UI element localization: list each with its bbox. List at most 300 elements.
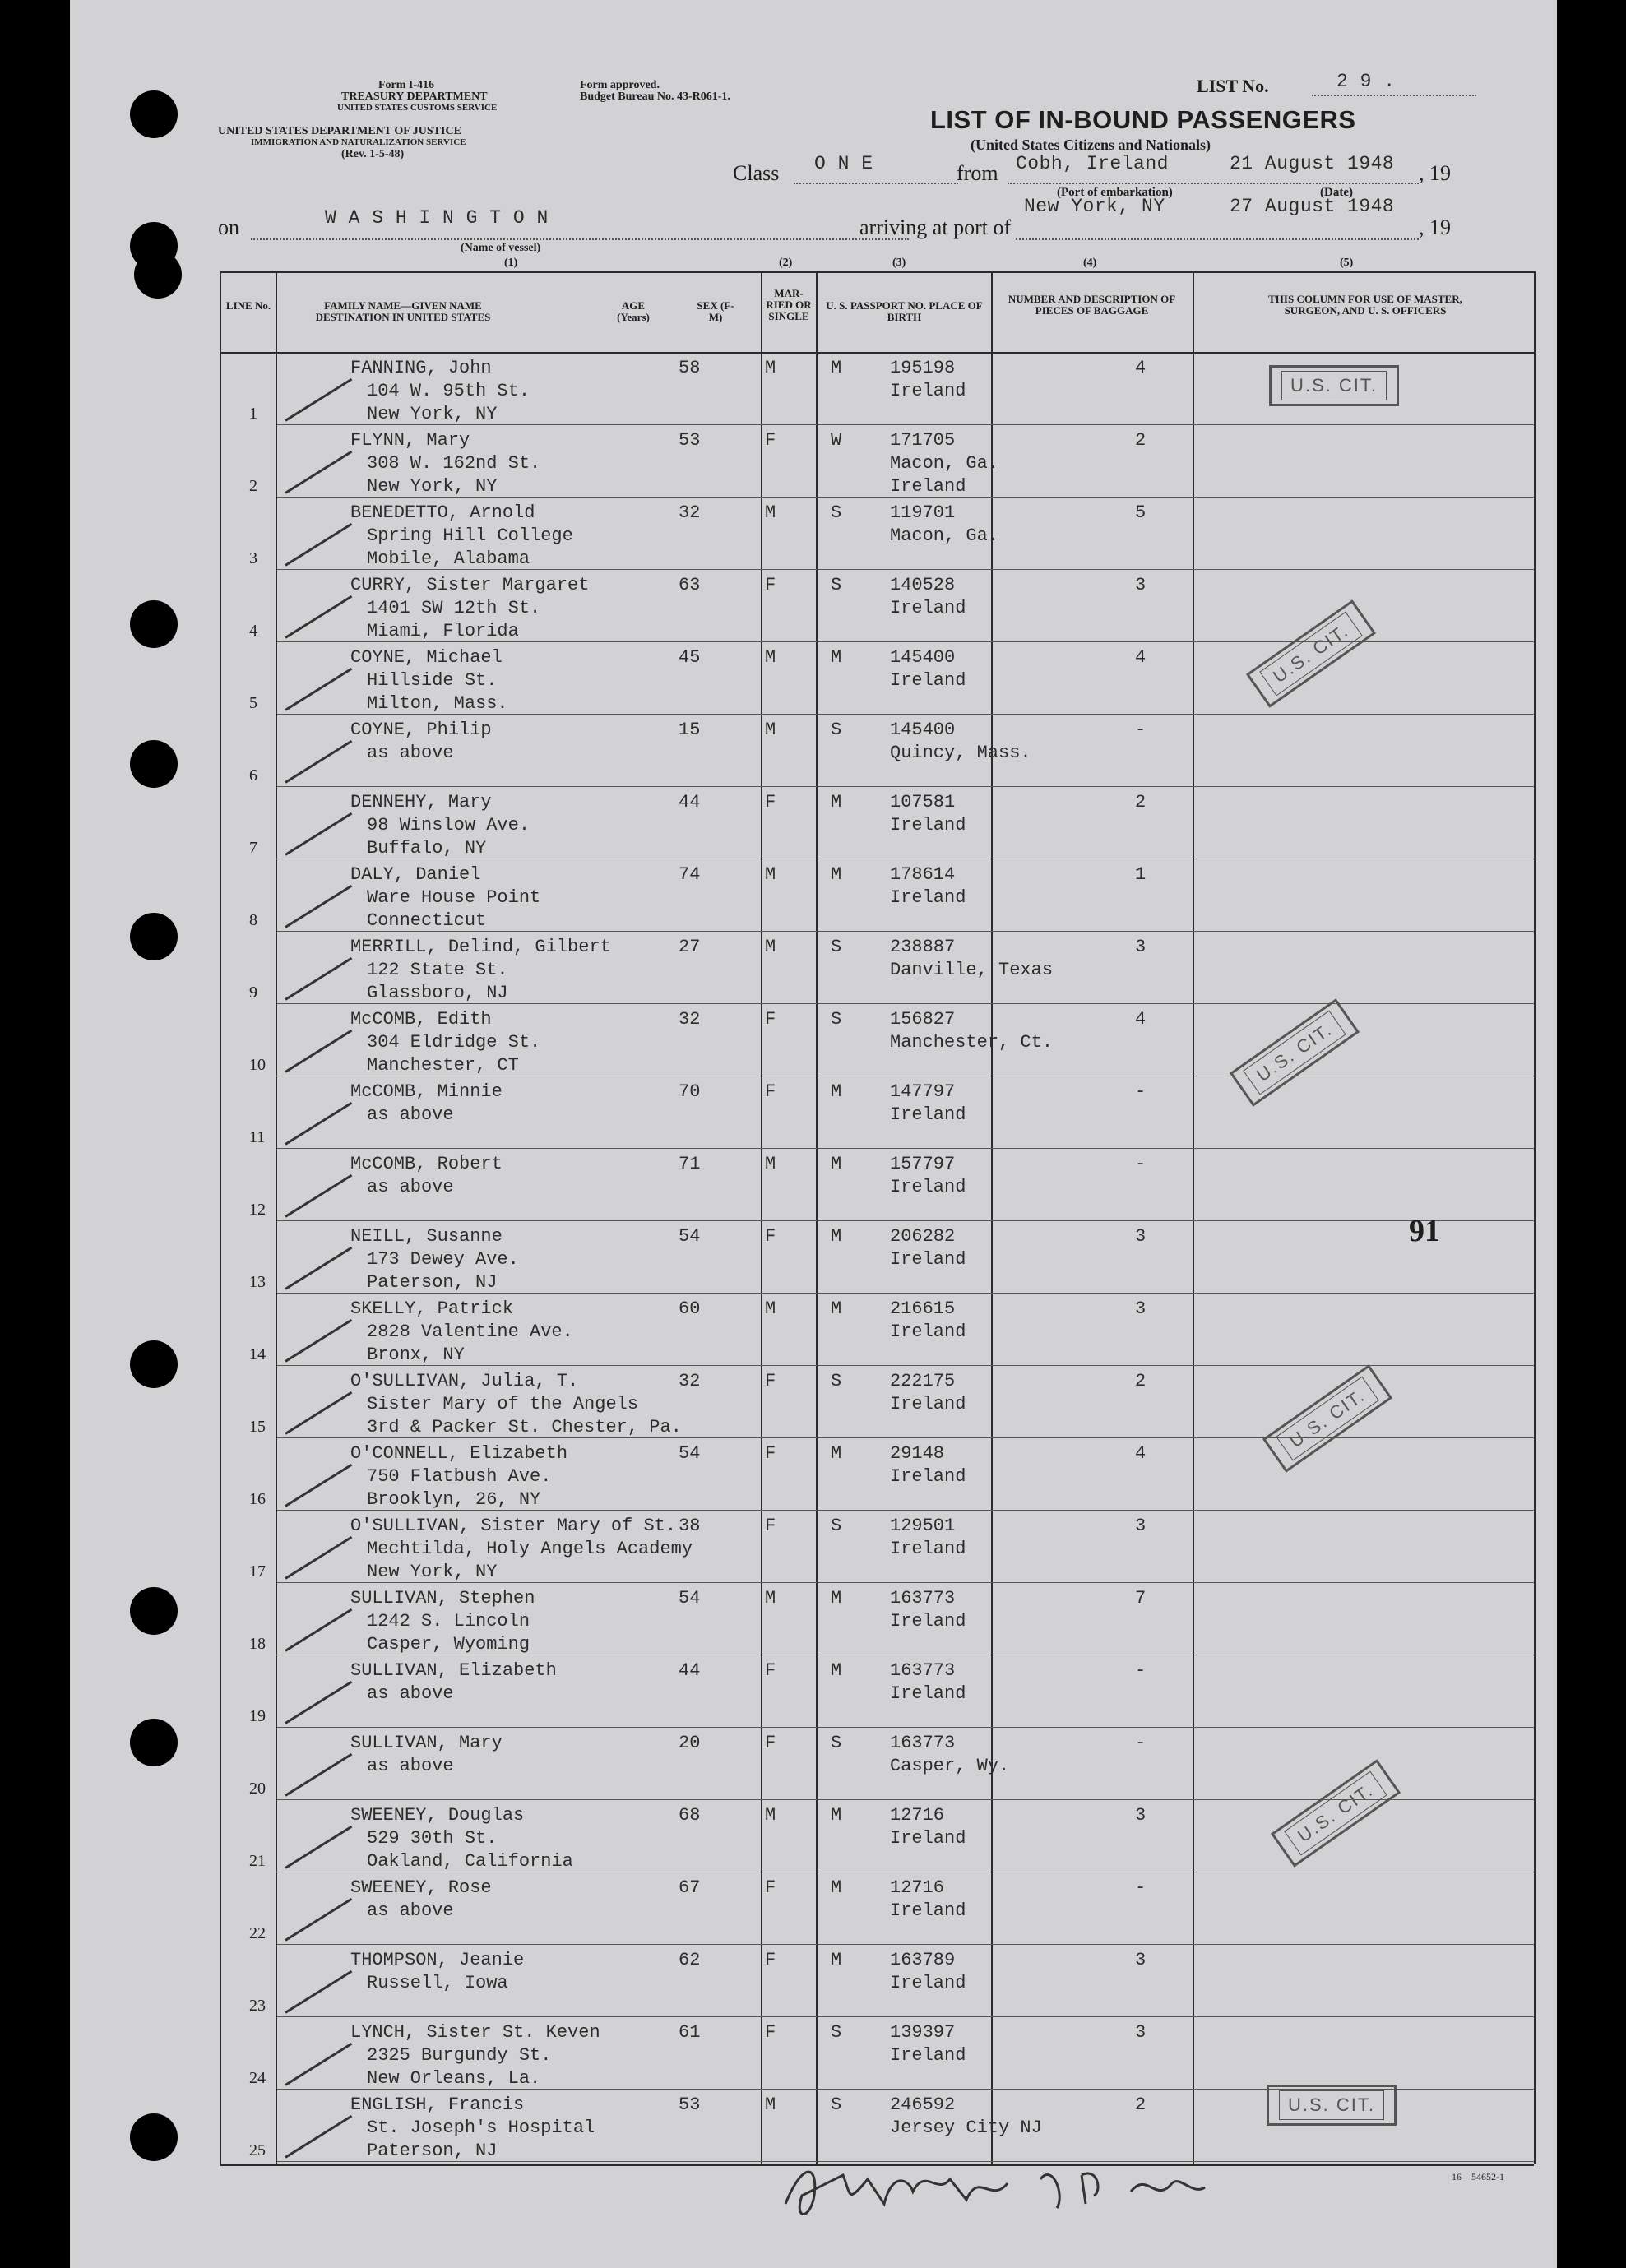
col-divider-lineno: [276, 271, 277, 2164]
sex: F: [765, 1733, 776, 1753]
place-of-birth: Danville, Texas: [890, 960, 1054, 980]
passport-number: 129501: [890, 1516, 956, 1536]
line-number: 14: [249, 1345, 266, 1363]
sex: M: [765, 720, 776, 740]
age: 27: [679, 937, 701, 957]
passport-number: 222175: [890, 1371, 956, 1391]
sex: M: [765, 2094, 776, 2115]
passport-number: 216615: [890, 1298, 956, 1319]
line-number: 17: [249, 1562, 266, 1581]
place-of-birth: Casper, Wy.: [890, 1756, 1010, 1776]
baggage-count: 3: [1135, 1805, 1147, 1826]
destination-line-2: Manchester, CT: [367, 1055, 519, 1076]
check-mark: [285, 1681, 352, 1724]
marital-status: S: [831, 1009, 842, 1030]
check-mark: [285, 668, 352, 711]
officer-signature: [769, 2146, 1230, 2229]
marital-status: S: [831, 2094, 842, 2115]
check-mark: [285, 2115, 352, 2159]
marital-status: M: [831, 1154, 842, 1174]
line-number: 6: [249, 766, 257, 785]
place-of-birth: Ireland: [890, 1177, 966, 1197]
baggage-count: 3: [1135, 1516, 1147, 1536]
sex: F: [765, 575, 776, 595]
marital-status: M: [831, 864, 842, 885]
place-of-birth: Manchester, Ct.: [890, 1032, 1054, 1053]
table-right-border: [1534, 271, 1536, 2164]
place-of-birth: Jersey City NJ: [890, 2118, 1042, 2138]
check-mark: [285, 1391, 352, 1435]
place-of-birth: Ireland: [890, 670, 966, 691]
arriving-label: arriving at port of: [859, 215, 1012, 239]
arriving-underline: [1016, 238, 1419, 240]
vessel-underline: [251, 238, 909, 240]
from-port: Cobh, Ireland: [1016, 153, 1169, 174]
destination-line-2: New York, NY: [367, 476, 498, 497]
passport-number: 178614: [890, 864, 956, 885]
passport-number: 12716: [890, 1877, 945, 1898]
check-mark: [285, 1536, 352, 1580]
row-separator: [277, 424, 1534, 425]
destination-line-2: Bronx, NY: [367, 1345, 465, 1365]
destination-line-2: Oakland, California: [367, 1851, 573, 1872]
punch-hole: [130, 913, 178, 960]
passport-number: 206282: [890, 1226, 956, 1247]
passenger-name: SWEENEY, Rose: [350, 1877, 492, 1898]
row-separator: [277, 786, 1534, 787]
age: 63: [679, 575, 701, 595]
sex: M: [765, 1805, 776, 1826]
class-label: Class: [733, 161, 780, 185]
col-num-4: (4): [1083, 257, 1097, 269]
passport-number: 156827: [890, 1009, 956, 1030]
punch-hole: [130, 2113, 178, 2161]
destination-line-2: Paterson, NJ: [367, 2141, 498, 2161]
line-number: 24: [249, 2069, 266, 2087]
line-number: 11: [249, 1128, 266, 1146]
passenger-name: THOMPSON, Jeanie: [350, 1950, 525, 1970]
destination-line-2: Mobile, Alabama: [367, 548, 530, 569]
marital-status: S: [831, 937, 842, 957]
treasury-dept: TREASURY DEPARTMENT: [341, 90, 488, 103]
table-top-border: [220, 271, 1534, 273]
row-separator: [277, 569, 1534, 570]
customs-service: UNITED STATES CUSTOMS SERVICE: [337, 103, 498, 113]
age: 62: [679, 1950, 701, 1970]
passenger-name: O'SULLIVAN, Sister Mary of St.: [350, 1516, 677, 1536]
age: 38: [679, 1516, 701, 1536]
sex: F: [765, 1877, 776, 1898]
passenger-list-document: [70, 0, 1557, 2268]
destination-line-1: 2325 Burgundy St.: [367, 2045, 552, 2066]
row-separator: [277, 2016, 1534, 2017]
marital-status: S: [831, 1371, 842, 1391]
sex: M: [765, 358, 776, 378]
list-no-label: LIST No.: [1197, 76, 1269, 96]
line-number: 25: [249, 2141, 266, 2159]
header-officers: THIS COLUMN FOR USE OF MASTER, SURGEON, AND U. S. OFFICERS: [1268, 293, 1462, 317]
place-of-birth: Ireland: [890, 1828, 966, 1849]
destination-line-1: Hillside St.: [367, 670, 498, 691]
baggage-count: -: [1135, 1733, 1147, 1753]
sex: F: [765, 1226, 776, 1247]
destination-line-1: as above: [367, 743, 454, 763]
place-of-birth: Ireland: [890, 1900, 966, 1921]
sex: M: [765, 647, 776, 668]
destination-line-1: 304 Eldridge St.: [367, 1032, 541, 1053]
page-subtitle: (United States Citizens and Nationals): [971, 137, 1211, 153]
passport-number: 119701: [890, 502, 956, 523]
age: 54: [679, 1443, 701, 1464]
line-number: 10: [249, 1056, 266, 1074]
marital-status: S: [831, 575, 842, 595]
sex: M: [765, 1154, 776, 1174]
arrival-date: 27 August 1948: [1230, 196, 1395, 217]
passenger-name: O'SULLIVAN, Julia, T.: [350, 1371, 579, 1391]
place-of-birth: Ireland: [890, 1683, 966, 1704]
marital-status: M: [831, 792, 842, 812]
year-suffix-1: , 19: [1419, 161, 1451, 185]
destination-line-1: 98 Winslow Ave.: [367, 815, 530, 835]
age: 67: [679, 1877, 701, 1898]
sex: M: [765, 937, 776, 957]
check-mark: [285, 595, 352, 639]
destination-line-1: 750 Flatbush Ave.: [367, 1466, 552, 1487]
baggage-count: 4: [1135, 358, 1147, 378]
line-number: 5: [249, 694, 257, 712]
check-mark: [285, 1174, 352, 1218]
destination-line-1: 104 W. 95th St.: [367, 381, 530, 401]
place-of-birth-2: Ireland: [890, 476, 966, 497]
passenger-name: NEILL, Susanne: [350, 1226, 503, 1247]
vessel-caption: (Name of vessel): [461, 242, 541, 254]
row-separator: [277, 714, 1534, 715]
age: 70: [679, 1081, 701, 1102]
baggage-count: 2: [1135, 792, 1147, 812]
destination-line-2: Miami, Florida: [367, 621, 519, 641]
destination-line-1: as above: [367, 1104, 454, 1125]
destination-line-1: 1242 S. Lincoln: [367, 1611, 530, 1632]
passenger-name: McCOMB, Robert: [350, 1154, 503, 1174]
header-passport: U. S. PASSPORT NO. PLACE OF BIRTH: [826, 299, 983, 323]
check-mark: [285, 1102, 352, 1146]
header-age: AGE (Years): [617, 299, 650, 323]
check-mark: [285, 451, 352, 494]
destination-line-1: 173 Dewey Ave.: [367, 1249, 519, 1270]
line-number: 2: [249, 477, 257, 495]
age: 71: [679, 1154, 701, 1174]
baggage-count: -: [1135, 720, 1147, 740]
line-number: 9: [249, 984, 257, 1002]
marital-status: M: [831, 1877, 842, 1898]
passport-number: 163773: [890, 1588, 956, 1608]
passenger-name: ENGLISH, Francis: [350, 2094, 525, 2115]
port-embark-caption: (Port of embarkation): [1057, 186, 1173, 199]
row-separator: [277, 1003, 1534, 1004]
check-mark: [285, 740, 352, 784]
destination-line-1: as above: [367, 1900, 454, 1921]
table-header-border: [220, 352, 1534, 354]
marital-status: M: [831, 1443, 842, 1464]
place-of-birth: Ireland: [890, 1249, 966, 1270]
baggage-count: 3: [1135, 2022, 1147, 2043]
age: 54: [679, 1588, 701, 1608]
side-number: 91: [1409, 1214, 1440, 1248]
destination-line-2: Paterson, NJ: [367, 1272, 498, 1293]
passenger-name: CURRY, Sister Margaret: [350, 575, 590, 595]
marital-status: M: [831, 358, 842, 378]
passport-number: 163773: [890, 1660, 956, 1681]
line-number: 8: [249, 911, 257, 929]
marital-status: M: [831, 1588, 842, 1608]
destination-line-1: as above: [367, 1756, 454, 1776]
destination-line-2: New Orleans, La.: [367, 2068, 541, 2089]
destination-line-2: 3rd & Packer St. Chester, Pa.: [367, 1417, 682, 1437]
marital-status: M: [831, 1298, 842, 1319]
sex: M: [765, 864, 776, 885]
passenger-name: SWEENEY, Douglas: [350, 1805, 525, 1826]
line-number: 3: [249, 549, 257, 567]
revision: (Rev. 1-5-48): [341, 148, 405, 160]
age: 20: [679, 1733, 701, 1753]
check-mark: [285, 378, 352, 422]
table-left-border: [220, 271, 221, 2164]
row-separator: [277, 931, 1534, 932]
justice-dept: UNITED STATES DEPARTMENT OF JUSTICE: [218, 125, 461, 137]
passenger-name: McCOMB, Minnie: [350, 1081, 503, 1102]
age: 74: [679, 864, 701, 885]
marital-status: M: [831, 1660, 842, 1681]
line-number: 22: [249, 1924, 266, 1942]
punch-hole: [130, 600, 178, 648]
destination-line-1: Spring Hill College: [367, 525, 573, 546]
place-of-birth: Ireland: [890, 381, 966, 401]
passport-number: 238887: [890, 937, 956, 957]
place-of-birth: Ireland: [890, 1321, 966, 1342]
header-married: MAR-RIED OR SINGLE: [766, 287, 812, 322]
age: 44: [679, 1660, 701, 1681]
sex: F: [765, 1081, 776, 1102]
age: 44: [679, 792, 701, 812]
vessel-name: W A S H I N G T O N: [325, 207, 549, 229]
destination-line-2: Connecticut: [367, 910, 487, 931]
line-number: 19: [249, 1707, 266, 1725]
passport-number: 107581: [890, 792, 956, 812]
year-suffix-2: , 19: [1419, 215, 1451, 239]
baggage-count: 2: [1135, 1371, 1147, 1391]
place-of-birth: Ireland: [890, 887, 966, 908]
us-citizen-stamp: U.S. CIT.: [1246, 599, 1376, 708]
marital-status: M: [831, 647, 842, 668]
us-citizen-stamp: U.S. CIT.: [1269, 365, 1399, 406]
marital-status: M: [831, 1226, 842, 1247]
sex: F: [765, 1371, 776, 1391]
check-mark: [285, 1970, 352, 2014]
destination-line-2: Glassboro, NJ: [367, 983, 508, 1003]
sex: F: [765, 1009, 776, 1030]
age: 32: [679, 1009, 701, 1030]
check-mark: [285, 1464, 352, 1507]
header-line-no: LINE No.: [225, 299, 271, 312]
age: 68: [679, 1805, 701, 1826]
marital-status: M: [831, 1950, 842, 1970]
from-underline: [1008, 183, 1419, 184]
check-mark: [285, 1826, 352, 1869]
age: 60: [679, 1298, 701, 1319]
passenger-name: McCOMB, Edith: [350, 1009, 492, 1030]
passenger-name: FANNING, John: [350, 358, 492, 378]
place-of-birth: Ireland: [890, 1466, 966, 1487]
row-separator: [277, 1220, 1534, 1221]
marital-status: M: [831, 1805, 842, 1826]
row-separator: [277, 1148, 1534, 1149]
destination-line-2: Buffalo, NY: [367, 838, 487, 859]
form-approved: Form approved.: [580, 79, 660, 91]
punch-hole: [134, 251, 182, 299]
destination-line-1: as above: [367, 1683, 454, 1704]
row-separator: [277, 1510, 1534, 1511]
baggage-count: 4: [1135, 1443, 1147, 1464]
baggage-count: 3: [1135, 1226, 1147, 1247]
sex: F: [765, 792, 776, 812]
age: 32: [679, 502, 701, 523]
us-citizen-stamp: U.S. CIT.: [1271, 1759, 1401, 1868]
destination-line-1: Ware House Point: [367, 887, 541, 908]
destination-line-1: 529 30th St.: [367, 1828, 498, 1849]
marital-status: S: [831, 1733, 842, 1753]
age: 61: [679, 2022, 701, 2043]
baggage-count: 3: [1135, 575, 1147, 595]
marital-status: S: [831, 1516, 842, 1536]
col-divider-married-right: [816, 271, 818, 2164]
passport-number: 163773: [890, 1733, 956, 1753]
passenger-name: LYNCH, Sister St. Keven: [350, 2022, 600, 2043]
passenger-name: FLYNN, Mary: [350, 430, 470, 451]
line-number: 1: [249, 405, 257, 423]
col-divider-passport: [991, 271, 993, 2164]
line-number: 16: [249, 1490, 266, 1508]
line-number: 18: [249, 1635, 266, 1653]
col-num-3: (3): [892, 257, 906, 269]
sex: F: [765, 1660, 776, 1681]
class-underline: [794, 183, 958, 184]
header-name: FAMILY NAME—GIVEN NAME DESTINATION IN UNITED STATES: [315, 299, 491, 323]
passport-number: 147797: [890, 1081, 956, 1102]
check-mark: [285, 885, 352, 928]
from-date: 21 August 1948: [1230, 153, 1395, 174]
col-divider-married: [761, 271, 762, 2164]
baggage-count: -: [1135, 1877, 1147, 1898]
check-mark: [285, 1319, 352, 1363]
passenger-name: SKELLY, Patrick: [350, 1298, 514, 1319]
check-mark: [285, 1608, 352, 1652]
age: 54: [679, 1226, 701, 1247]
sex: M: [765, 1588, 776, 1608]
col-num-5: (5): [1340, 257, 1354, 269]
punch-hole: [130, 1340, 178, 1388]
place-of-birth: Ireland: [890, 1611, 966, 1632]
us-citizen-stamp: U.S. CIT.: [1262, 1364, 1392, 1473]
baggage-count: -: [1135, 1081, 1147, 1102]
place-of-birth: Quincy, Mass.: [890, 743, 1031, 763]
sex: F: [765, 1443, 776, 1464]
check-mark: [285, 523, 352, 567]
passport-number: 12716: [890, 1805, 945, 1826]
check-mark: [285, 1898, 352, 1942]
punch-hole: [130, 740, 178, 788]
sex: F: [765, 2022, 776, 2043]
us-citizen-stamp: U.S. CIT.: [1267, 2085, 1397, 2126]
passport-number: 246592: [890, 2094, 956, 2115]
passenger-name: DALY, Daniel: [350, 864, 481, 885]
destination-line-2: Casper, Wyoming: [367, 1634, 530, 1655]
destination-line-1: Sister Mary of the Angels: [367, 1394, 639, 1414]
col-num-2: (2): [779, 257, 793, 269]
place-of-birth: Ireland: [890, 815, 966, 835]
age: 15: [679, 720, 701, 740]
row-separator: [277, 497, 1534, 498]
marital-status: M: [831, 1081, 842, 1102]
check-mark: [285, 2043, 352, 2086]
baggage-count: 1: [1135, 864, 1147, 885]
line-number: 12: [249, 1201, 266, 1219]
row-separator: [277, 1944, 1534, 1945]
budget-bureau: Budget Bureau No. 43-R061-1.: [580, 90, 730, 103]
passport-number: 29148: [890, 1443, 945, 1464]
list-no-underline: [1312, 95, 1476, 96]
baggage-count: 5: [1135, 502, 1147, 523]
destination-line-2: Milton, Mass.: [367, 693, 508, 714]
sex: M: [765, 502, 776, 523]
page-title: LIST OF IN-BOUND PASSENGERS: [930, 105, 1356, 134]
punch-hole: [130, 1719, 178, 1766]
place-of-birth: Ireland: [890, 1973, 966, 1993]
row-separator: [277, 1365, 1534, 1366]
check-mark: [285, 957, 352, 1001]
line-number: 4: [249, 622, 257, 640]
baggage-count: -: [1135, 1660, 1147, 1681]
check-mark: [285, 1247, 352, 1290]
sex: F: [765, 1516, 776, 1536]
place-of-birth: Ireland: [890, 2045, 966, 2066]
col-num-1: (1): [504, 257, 518, 269]
destination-line-2: New York, NY: [367, 404, 498, 424]
line-number: 15: [249, 1418, 266, 1436]
form-number: Form I-416: [378, 79, 435, 91]
age: 45: [679, 647, 701, 668]
col-divider-baggage: [1193, 271, 1194, 2164]
baggage-count: 4: [1135, 1009, 1147, 1030]
passport-number: 157797: [890, 1154, 956, 1174]
passenger-name: COYNE, Philip: [350, 720, 492, 740]
class-value: O N E: [814, 153, 873, 174]
line-number: 13: [249, 1273, 266, 1291]
row-separator: [277, 1437, 1534, 1438]
destination-line-1: 2828 Valentine Ave.: [367, 1321, 573, 1342]
row-separator: [277, 1582, 1534, 1583]
row-separator: [277, 1727, 1534, 1728]
passenger-name: SULLIVAN, Mary: [350, 1733, 503, 1753]
baggage-count: 2: [1135, 430, 1147, 451]
passenger-name: MERRILL, Delind, Gilbert: [350, 937, 611, 957]
destination-line-1: 122 State St.: [367, 960, 508, 980]
sex: F: [765, 430, 776, 451]
passport-number: 145400: [890, 647, 956, 668]
place-of-birth: Ireland: [890, 1539, 966, 1559]
header-baggage: NUMBER AND DESCRIPTION OF PIECES OF BAGGAGE: [1008, 293, 1176, 317]
baggage-count: 7: [1135, 1588, 1147, 1608]
check-mark: [285, 1030, 352, 1073]
